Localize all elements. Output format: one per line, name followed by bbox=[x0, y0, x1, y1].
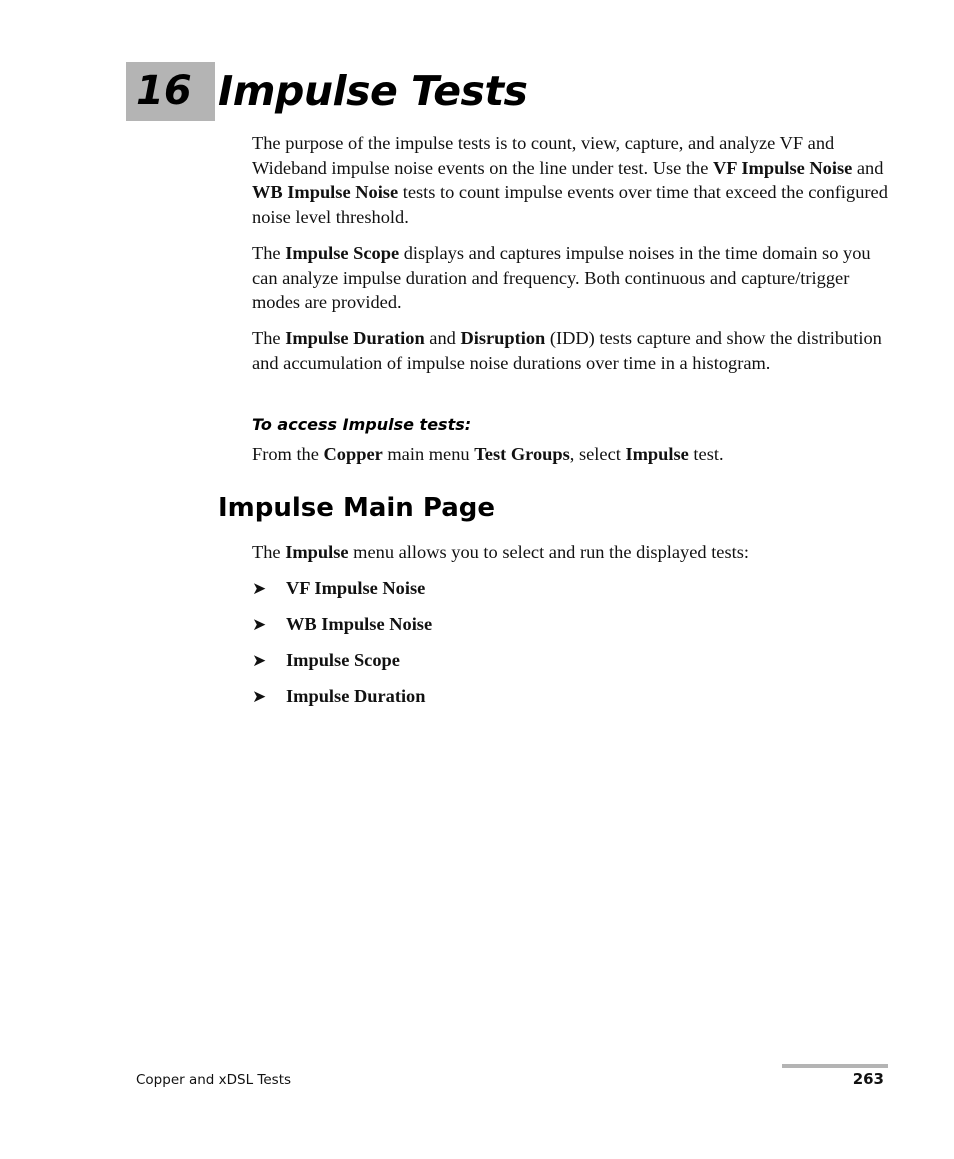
term-impulse-scope: Impulse Scope bbox=[285, 243, 400, 263]
term-vf-impulse-noise: VF Impulse Noise bbox=[712, 157, 853, 178]
procedure-heading: To access Impulse tests: bbox=[252, 415, 472, 434]
test-list bbox=[252, 576, 432, 720]
term-disruption: Disruption bbox=[460, 328, 546, 348]
list-item: ➤ VF Impulse Noise bbox=[252, 576, 432, 612]
footer-book-title: Copper and xDSL Tests bbox=[136, 1072, 292, 1088]
term-copper: Copper bbox=[323, 444, 383, 464]
arrow-bullet-icon: ➤ bbox=[252, 651, 267, 670]
term-wb-impulse-noise: WB Impulse Noise bbox=[252, 182, 399, 203]
list-item: ➤ Impulse Duration bbox=[252, 684, 432, 720]
page-number: 263 bbox=[852, 1070, 884, 1088]
arrow-bullet-icon: ➤ bbox=[252, 687, 267, 706]
procedure-step: From the Copper main menu Test Groups, select Impulse test. bbox=[252, 444, 724, 464]
arrow-bullet-icon: ➤ bbox=[252, 579, 267, 598]
intro-paragraph-3: The Impulse Duration and Disruption (IDD) tests capture and show the distribution and accumulation of impulse noise durations over time in a histogram. bbox=[252, 328, 882, 373]
term-impulse-duration: Impulse Duration bbox=[285, 328, 425, 348]
term-impulse-menu: Impulse bbox=[285, 542, 349, 562]
intro-paragraph-1: The purpose of the impulse tests is to count, view, capture, and analyze VF and Wideband impulse noise events on the line under test. Use the VF Impulse Noise and WB Impulse Noise tests to count impulse events over time that exceed the configured noise level threshold. bbox=[252, 133, 888, 227]
section-intro: The Impulse menu allows you to select and run the displayed tests: bbox=[252, 542, 750, 562]
chapter-number: 16 bbox=[126, 62, 215, 121]
section-title: Impulse Main Page bbox=[218, 493, 495, 523]
list-item: ➤ Impulse Scope bbox=[252, 648, 432, 684]
intro-paragraph-2: The Impulse Scope displays and captures impulse noises in the time domain so you can analyze impulse duration and frequency. Both continuous and capture/trigger modes are provided. bbox=[252, 243, 871, 313]
arrow-bullet-icon: ➤ bbox=[252, 615, 267, 634]
list-item: ➤ WB Impulse Noise bbox=[252, 612, 432, 648]
chapter-title: Impulse Tests bbox=[218, 67, 528, 115]
term-impulse: Impulse bbox=[625, 444, 689, 464]
term-test-groups: Test Groups bbox=[474, 444, 570, 464]
